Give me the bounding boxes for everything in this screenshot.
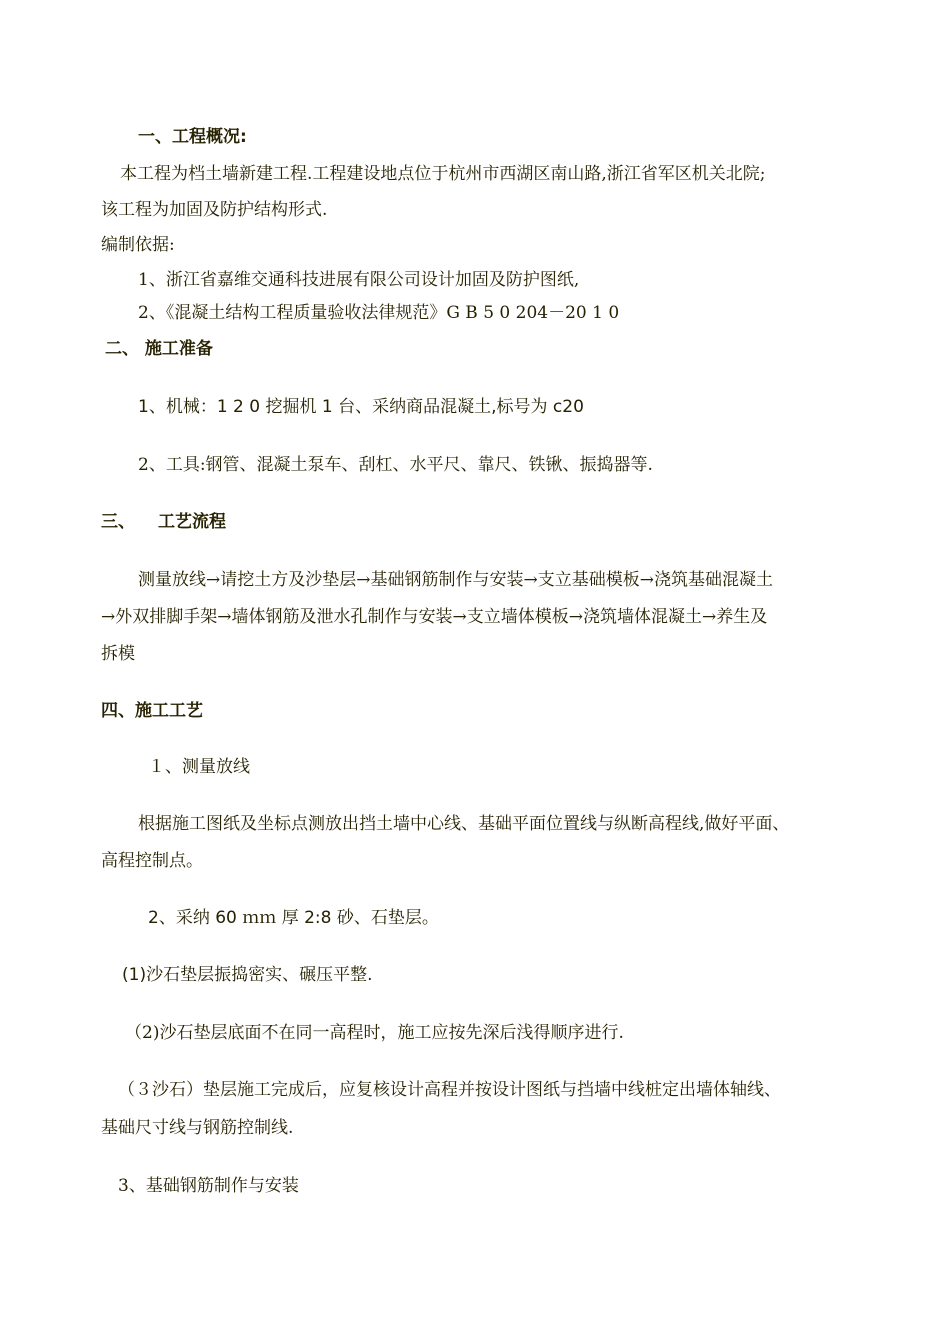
sub2-item-3-line-2: 基础尺寸线与钢筋控制线. [101, 1118, 294, 1138]
section3-heading-text: 工艺流程 [158, 512, 226, 532]
flow-line-2: →外双排脚手架→墙体钢筋及泄水孔制作与安装→支立墙体模板→浇筑墙体混凝土→养生及 [101, 607, 768, 627]
sub2-title: 2、采纳 60 ｍｍ 厚 2:8 砂、石垫层。 [148, 908, 439, 928]
basis-item-1: 1、浙江省嘉维交通科技进展有限公司设计加固及防护图纸, [138, 270, 580, 290]
sub1-title: １、测量放线 [148, 757, 250, 777]
basis-item-2: 2、《混凝土结构工程质量验收法律规范》G B 5 0 204－20 1 0 [138, 303, 620, 323]
sub2-item-1: (1)沙石垫层振捣密实、碾压平整. [122, 965, 373, 985]
flow-line-1: 测量放线→请挖土方及沙垫层→基础钢筋制作与安装→支立基础模板→浇筑基础混凝土 [138, 570, 773, 590]
sub3-title: 3、基础钢筋制作与安装 [118, 1176, 299, 1196]
section2-item-2: 2、工具:钢管、混凝土泵车、刮杠、水平尺、靠尺、铁锹、振捣器等. [138, 455, 653, 475]
sub2-item-2: （2)沙石垫层底面不在同一高程时，施工应按先深后浅得顺序进行. [125, 1023, 624, 1043]
sub1-line-2: 高程控制点。 [101, 851, 203, 871]
section1-paragraph-line1: 本工程为档土墙新建工程.工程建设地点位于杭州市西湖区南山路,浙江省军区机关北院; [120, 164, 766, 184]
sub1-line-1: 根据施工图纸及坐标点测放出挡土墙中心线、基础平面位置线与纵断高程线,做好平面、 [138, 814, 790, 834]
section3-heading-number: 三、 [101, 512, 135, 532]
flow-line-3: 拆模 [101, 644, 135, 664]
sub2-item-3-line-1: （３沙石）垫层施工完成后，应复核设计高程并按设计图纸与挡墙中线桩定出墙体轴线、 [118, 1080, 781, 1100]
section2-item-1: 1、机械：1 2 0 挖掘机 1 台、采纳商品混凝土,标号为 c20 [138, 397, 584, 417]
basis-label: 编制依据: [101, 235, 175, 255]
section1-heading: 一、工程概况: [138, 127, 247, 147]
section4-heading: 四、施工工艺 [101, 701, 203, 721]
section1-paragraph-line2: 该工程为加固及防护结构形式. [101, 200, 328, 220]
section2-heading: 二、 施工准备 [105, 339, 213, 359]
